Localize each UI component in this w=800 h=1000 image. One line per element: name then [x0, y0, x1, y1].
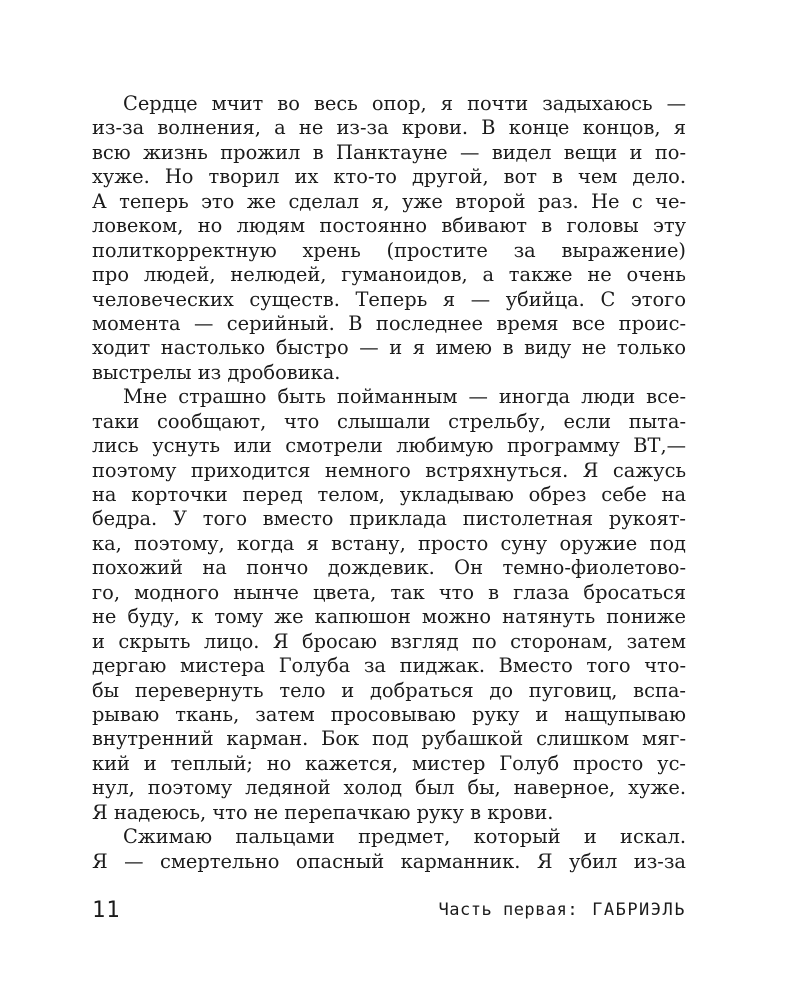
text-line: дергаю мистера Голуба за пиджак. Вместо того что- [92, 654, 686, 678]
text-line: Мне страшно быть пойманным — иногда люди все- [123, 385, 686, 409]
text-line: человеческих существ. Теперь я — убийца. С этого [92, 287, 686, 311]
page-number: 11 [92, 898, 121, 923]
part-label: Часть первая: [438, 900, 579, 920]
text-line: внутренний карман. Бок под рубашкой слишком мяг- [92, 727, 686, 751]
text-line: выстрелы из дробовика. [92, 360, 341, 384]
page-footer [92, 898, 686, 922]
text-line: на корточки перед телом, укладываю обрез себе на [92, 483, 686, 506]
text-line: не буду, к тому же капюшон можно натянуть пониже [92, 605, 686, 629]
text-line: ходит настолько быстро — и я имею в виду не только [92, 336, 686, 360]
text-line: Сердце мчит во весь опор, я почти задыхаюсь — [123, 92, 686, 115]
text-line: кий и теплый; но кажется, мистер Голуб просто ус- [92, 751, 686, 775]
body-text [92, 92, 686, 874]
text-line: таки сообщают, что слышали стрельбу, если пыта- [92, 409, 686, 433]
text-line: хуже. Но творил их кто-то другой, вот в чем дело. [92, 165, 686, 189]
text-line: из-за волнения, а не из-за крови. В конце концов, я [92, 116, 686, 140]
text-line: Сжимаю пальцами предмет, который и искал. [123, 825, 686, 849]
text-line: ка, поэтому, когда я встану, просто суну оружие под [92, 531, 686, 555]
text-line: про людей, нелюдей, гуманоидов, а также не очень [92, 263, 686, 287]
chapter-name: ГАБРИЭЛЬ [592, 900, 686, 920]
text-line: лись уснуть или смотрели любимую программу ВТ,— [92, 434, 686, 458]
text-line: А теперь это же сделал я, уже второй раз. Не с че- [92, 189, 686, 213]
text-line: бы перевернуть тело и добраться до пуговиц, вспа- [92, 678, 686, 702]
text-line: Я надеюсь, что не перепачкаю руку в крови. [92, 800, 554, 824]
running-head [439, 900, 686, 920]
text-line: го, модного нынче цвета, так что в глаза бросаться [92, 580, 686, 604]
text-line: момента — серийный. В последнее время все проис- [92, 311, 686, 335]
text-line: Я — смертельно опасный карманник. Я убил из-за [92, 849, 686, 873]
text-line: бедра. У того вместо приклада пистолетная рукоят- [92, 507, 686, 531]
text-line: нул, поэтому ледяной холод был бы, наверное, хуже. [92, 776, 686, 800]
text-line: всю жизнь прожил в Панктауне — видел вещи и по- [92, 140, 686, 164]
text-line: рываю ткань, затем просовываю руку и нащупываю [92, 702, 686, 726]
text-line: поэтому приходится немного встряхнуться. Я сажусь [92, 458, 686, 482]
text-line: ловеком, но людям постоянно вбивают в головы эту [92, 214, 686, 238]
text-line: политкорректную хрень (простите за выражение) [92, 238, 686, 262]
text-line: похожий на пончо дождевик. Он темно-фиолетово- [92, 556, 686, 580]
text-line: и скрыть лицо. Я бросаю взгляд по сторонам, затем [92, 629, 686, 653]
